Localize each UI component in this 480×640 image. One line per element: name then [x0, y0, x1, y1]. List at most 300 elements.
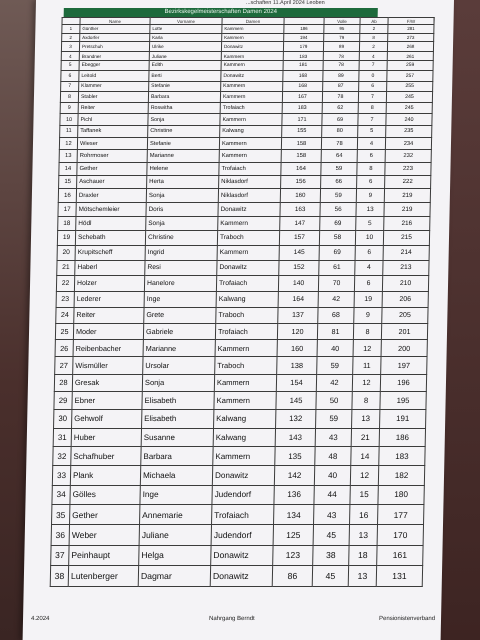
club-cell: Kammern [221, 51, 283, 61]
table-row [56, 275, 428, 291]
rank-cell: 8 [60, 92, 78, 103]
fw-cell: 19 [354, 291, 382, 307]
rank-cell: 4 [61, 51, 79, 61]
firstname-cell: Marianne [147, 150, 219, 163]
firstname-cell: Grete [144, 307, 216, 323]
table-row [55, 340, 427, 357]
surname-cell: Weber [69, 525, 139, 545]
surname-cell: Leitold [79, 71, 149, 81]
fw-cell: 2 [360, 25, 388, 34]
club-cell: Donawitz [211, 545, 273, 566]
volle-cell: 154 [276, 374, 316, 392]
table-row [61, 61, 433, 71]
ab-cell: 81 [317, 323, 353, 340]
rank-cell: 27 [55, 357, 73, 374]
rank-cell: 33 [52, 466, 70, 485]
firstname-cell: Herta [147, 175, 219, 188]
surname-cell: Schebath [75, 231, 145, 246]
ab-cell: 69 [320, 216, 356, 230]
ab-cell: 56 [320, 202, 356, 216]
fw-cell: 6 [357, 175, 385, 188]
table-row [59, 162, 431, 175]
firstname-cell: Hanelore [144, 275, 216, 291]
fw-cell: 6 [354, 275, 382, 291]
total-cell: 195 [380, 392, 426, 410]
surname-cell: Ebner [72, 392, 142, 410]
total-cell: 261 [387, 51, 433, 61]
table-row [60, 92, 432, 103]
firstname-cell: Dagmar [138, 566, 210, 587]
surname-cell: Gresak [72, 374, 142, 392]
title-band: Bezirkskegelmeisterschaften Damen 2024 [64, 8, 378, 17]
volle-cell: 164 [278, 291, 318, 307]
firstname-cell: Sonja [142, 374, 214, 392]
ab-cell: 42 [316, 374, 352, 392]
firstname-cell: Sonja [146, 189, 218, 203]
rank-cell: 10 [60, 114, 78, 126]
firstname-cell: Roswitha [148, 103, 220, 114]
surname-cell: Hödl [76, 216, 146, 230]
club-cell: Kammern [219, 137, 281, 149]
total-cell: 234 [385, 137, 431, 149]
surname-cell: Ebegger [79, 61, 149, 71]
firstname-cell: Susanne [141, 428, 213, 447]
club-cell: Donawitz [212, 466, 274, 485]
volle-cell: 138 [277, 357, 317, 374]
ab-cell: 87 [323, 81, 359, 92]
volle-cell: 183 [283, 51, 323, 61]
total-cell: 201 [381, 323, 427, 340]
fw-cell: 4 [359, 51, 387, 61]
volle-cell: 160 [280, 189, 320, 203]
rank-cell: 1 [62, 25, 80, 34]
results-table [50, 17, 435, 587]
total-cell: 235 [386, 125, 432, 137]
fw-cell: 21 [351, 428, 379, 447]
header-line: ...schaften 11.April 2024 Leoben [245, 0, 325, 6]
surname-cell: Draxler [76, 189, 146, 203]
table-row [62, 33, 434, 42]
fw-cell: 10 [355, 231, 383, 246]
total-cell: 213 [383, 260, 429, 275]
rank-cell: 28 [54, 374, 72, 392]
ab-cell: 78 [321, 137, 357, 149]
total-cell: 205 [382, 307, 428, 323]
rank-cell: 11 [60, 125, 78, 137]
total-cell: 197 [381, 357, 427, 374]
club-cell: Kammern [215, 340, 277, 357]
club-cell: Kalwang [214, 410, 276, 428]
table-row [59, 137, 431, 149]
column-header [284, 18, 324, 25]
ab-cell: 80 [322, 125, 358, 137]
rank-cell: 14 [59, 162, 77, 175]
table-row [52, 485, 424, 505]
firstname-cell: Elisabeth [142, 392, 214, 410]
ab-cell: 45 [313, 525, 349, 545]
total-cell: 240 [386, 114, 432, 126]
firstname-cell: Berti [149, 71, 221, 81]
total-cell: 191 [380, 410, 426, 428]
ab-cell: 78 [323, 61, 359, 71]
fw-cell: 7 [358, 92, 386, 103]
rank-cell: 21 [57, 260, 75, 275]
table-row [58, 216, 430, 230]
total-cell: 215 [383, 231, 429, 246]
column-header: Damen [222, 18, 284, 25]
firstname-cell: Lotte [150, 25, 222, 34]
rank-cell: 15 [59, 175, 77, 188]
table-row [50, 566, 422, 587]
volle-cell: 140 [278, 275, 318, 291]
ab-cell: 69 [319, 245, 355, 260]
table-row [51, 525, 423, 545]
surname-cell: Brandner [79, 51, 149, 61]
club-cell: Donawitz [221, 42, 283, 51]
total-cell: 245 [386, 103, 432, 114]
club-cell: Kalwang [220, 125, 282, 137]
total-cell: 222 [385, 175, 431, 188]
ab-cell: 68 [318, 307, 354, 323]
firstname-cell: Resi [145, 260, 217, 275]
surname-cell: Günther [80, 25, 150, 34]
club-cell: Donawitz [217, 260, 279, 275]
table-row [61, 71, 433, 81]
firstname-cell: Doris [146, 202, 218, 216]
fw-cell: 13 [352, 410, 380, 428]
ab-cell: 48 [315, 447, 351, 466]
ab-cell: 42 [318, 291, 354, 307]
ab-cell: 40 [317, 340, 353, 357]
total-cell: 219 [384, 202, 430, 216]
firstname-cell: Sonja [148, 114, 220, 126]
ab-cell: 43 [315, 428, 351, 447]
total-cell: 206 [382, 291, 428, 307]
club-cell: Kammern [219, 150, 281, 163]
volle-cell: 132 [276, 410, 316, 428]
ab-cell: 95 [324, 25, 360, 34]
rank-cell: 20 [57, 245, 75, 260]
firstname-cell: Karla [150, 33, 222, 42]
fw-cell: 5 [356, 216, 384, 230]
fw-cell: 12 [350, 466, 378, 485]
volle-cell: 120 [277, 323, 317, 340]
rank-cell: 35 [52, 505, 70, 525]
total-cell: 180 [378, 485, 424, 505]
firstname-cell: Barbara [141, 447, 213, 466]
ab-cell: 44 [314, 485, 350, 505]
volle-cell: 137 [278, 307, 318, 323]
surname-cell: Wieser [77, 137, 147, 149]
total-cell: 273 [388, 33, 434, 42]
rank-cell: 17 [58, 202, 76, 216]
firstname-cell: Stefanie [149, 81, 221, 92]
volle-cell: 163 [280, 202, 320, 216]
table-row [57, 245, 429, 260]
total-cell: 182 [378, 466, 424, 485]
total-cell: 245 [386, 92, 432, 103]
total-cell: 183 [379, 447, 425, 466]
surname-cell: Klammer [79, 81, 149, 92]
club-cell: Trofaiach [212, 505, 274, 525]
volle-cell: 123 [273, 545, 313, 566]
rank-cell: 3 [61, 42, 79, 51]
ab-cell: 64 [321, 150, 357, 163]
table-row [58, 202, 430, 216]
rank-cell: 13 [59, 150, 77, 163]
ab-cell: 59 [317, 357, 353, 374]
fw-cell: 5 [358, 125, 386, 137]
fw-cell: 13 [349, 525, 377, 545]
club-cell: Traboch [217, 231, 279, 246]
firstname-cell: Inge [140, 485, 212, 505]
table-row [55, 357, 427, 374]
total-cell: 196 [380, 374, 426, 392]
fw-cell: 16 [350, 505, 378, 525]
table-row [61, 51, 433, 61]
table-row [62, 25, 434, 34]
ab-cell: 40 [314, 466, 350, 485]
table-row [58, 189, 430, 203]
table-row [61, 42, 433, 51]
club-cell: Kalwang [216, 291, 278, 307]
surname-cell: Wismüller [73, 357, 143, 374]
total-cell: 210 [382, 275, 428, 291]
table-row [53, 428, 425, 447]
footer-date: 4.2024 [30, 616, 50, 622]
fw-cell: 12 [353, 340, 381, 357]
ab-cell: 62 [322, 103, 358, 114]
club-cell: Traboch [215, 357, 277, 374]
ab-cell: 59 [320, 189, 356, 203]
rank-cell: 24 [56, 307, 74, 323]
firstname-cell: Marianne [143, 340, 215, 357]
surname-cell: Pretschuh [79, 42, 149, 51]
table-row [56, 307, 428, 323]
club-cell: Kammern [221, 81, 283, 92]
footer-author: Nahrgang Berndt [208, 616, 255, 622]
table-row [55, 323, 427, 340]
ab-cell: 70 [318, 275, 354, 291]
table-row [59, 150, 431, 163]
club-cell: Kammern [213, 447, 275, 466]
club-cell: Kammern [220, 114, 282, 126]
fw-cell: 13 [356, 202, 384, 216]
table-row [61, 81, 433, 92]
total-cell: 161 [377, 545, 423, 566]
firstname-cell: Ursolar [143, 357, 215, 374]
club-cell: Trofaiach [220, 103, 282, 114]
table-row [52, 466, 424, 485]
firstname-cell: Juliane [139, 525, 211, 545]
club-cell: Traboch [216, 307, 278, 323]
column-header: Ab [360, 18, 388, 25]
fw-cell: 8 [358, 103, 386, 114]
fw-cell: 8 [360, 33, 388, 42]
surname-cell: Gehwolf [72, 410, 142, 428]
fw-cell: 11 [353, 357, 381, 374]
club-cell: Niklasdorf [218, 189, 280, 203]
fw-cell: 9 [356, 189, 384, 203]
rank-cell: 12 [59, 137, 77, 149]
rank-cell: 36 [51, 525, 69, 545]
club-cell: Kammern [220, 92, 282, 103]
ab-cell: 89 [323, 71, 359, 81]
surname-cell: Moder [73, 323, 143, 340]
volle-cell: 155 [282, 125, 322, 137]
firstname-cell: Ingrid [145, 245, 217, 260]
total-cell: 268 [387, 42, 433, 51]
rank-cell: 22 [56, 275, 74, 291]
surname-cell: Huber [71, 428, 141, 447]
surname-cell: Peinhaupt [69, 545, 139, 566]
total-cell: 259 [387, 61, 433, 71]
club-cell: Kammern [214, 392, 276, 410]
rank-cell: 30 [54, 410, 72, 428]
volle-cell: 147 [280, 216, 320, 230]
firstname-cell: Helene [147, 162, 219, 175]
volle-cell: 167 [282, 92, 322, 103]
table-row [51, 545, 423, 566]
ab-cell: 38 [313, 545, 349, 566]
fw-cell: 7 [359, 61, 387, 71]
table-row [56, 291, 428, 307]
rank-cell: 37 [51, 545, 69, 566]
firstname-cell: Edith [149, 61, 221, 71]
surname-cell: Krupitscheff [75, 245, 145, 260]
total-cell: 232 [385, 150, 431, 163]
surname-cell: Stabler [78, 92, 148, 103]
fw-cell: 8 [353, 323, 381, 340]
fw-cell: 4 [357, 137, 385, 149]
table-row [60, 125, 432, 137]
volle-cell: 168 [283, 71, 323, 81]
ab-cell: 78 [323, 51, 359, 61]
firstname-cell: Annemarie [140, 505, 212, 525]
firstname-cell: Gabriele [143, 323, 215, 340]
volle-cell: 186 [284, 25, 324, 34]
club-cell: Kammern [217, 245, 279, 260]
column-header: Name [80, 18, 150, 25]
ab-cell: 69 [322, 114, 358, 126]
fw-cell: 8 [352, 392, 380, 410]
ab-cell: 50 [316, 392, 352, 410]
total-cell: 186 [379, 428, 425, 447]
firstname-cell: Christine [145, 231, 217, 246]
rank-cell: 18 [58, 216, 76, 230]
fw-cell: 8 [357, 162, 385, 175]
volle-cell: 142 [274, 466, 314, 485]
table-row [57, 260, 429, 275]
table-row [52, 505, 424, 525]
surname-cell: Reibenbacher [73, 340, 143, 357]
total-cell: 223 [385, 162, 431, 175]
ab-cell: 43 [314, 505, 350, 525]
ab-cell: 58 [319, 231, 355, 246]
surname-cell: Pichl [78, 114, 148, 126]
fw-cell: 2 [359, 42, 387, 51]
volle-cell: 164 [281, 162, 321, 175]
rank-cell: 2 [62, 33, 80, 42]
rank-cell: 32 [53, 447, 71, 466]
total-cell: 255 [387, 81, 433, 92]
table-row [54, 392, 426, 410]
rank-cell: 9 [60, 103, 78, 114]
surname-cell: Mötschemleier [76, 202, 146, 216]
total-cell: 257 [387, 71, 433, 81]
volle-cell: 179 [283, 42, 323, 51]
surname-cell: Lederer [74, 291, 144, 307]
firstname-cell: Ulrike [149, 42, 221, 51]
club-cell: Kammern [222, 33, 284, 42]
rank-cell: 16 [58, 189, 76, 203]
ab-cell: 59 [316, 410, 352, 428]
fw-cell: 7 [358, 114, 386, 126]
club-cell: Kammern [218, 216, 280, 230]
fw-cell: 4 [355, 260, 383, 275]
rank-cell: 25 [55, 323, 73, 340]
club-cell: Kalwang [213, 428, 275, 447]
volle-cell: 136 [274, 485, 314, 505]
firstname-cell: Christine [148, 125, 220, 137]
firstname-cell: Barbara [148, 92, 220, 103]
ab-cell: 79 [324, 33, 360, 42]
fw-cell: 13 [348, 566, 376, 587]
volle-cell: 156 [281, 175, 321, 188]
surname-cell: Reiter [74, 307, 144, 323]
surname-cell: Lutenberger [68, 566, 138, 587]
volle-cell: 160 [277, 340, 317, 357]
surname-cell: Plank [70, 466, 140, 485]
total-cell: 170 [377, 525, 423, 545]
fw-cell: 14 [351, 447, 379, 466]
surname-cell: Axdorfer [80, 33, 150, 42]
rank-cell: 34 [52, 485, 70, 505]
firstname-cell: Elisabeth [142, 410, 214, 428]
volle-cell: 171 [282, 114, 322, 126]
club-cell: Donawitz [221, 71, 283, 81]
club-cell: Judendorf [211, 525, 273, 545]
table-row [60, 114, 432, 126]
volle-cell: 194 [284, 33, 324, 42]
surname-cell: Rohrmoser [77, 150, 147, 163]
ab-cell: 89 [323, 42, 359, 51]
firstname-cell: Michaela [140, 466, 212, 485]
rank-cell: 7 [61, 81, 79, 92]
column-header: Volle [324, 18, 360, 25]
volle-cell: 168 [283, 81, 323, 92]
club-cell: Donawitz [210, 566, 272, 587]
table-row [53, 447, 425, 466]
surname-cell: Holzer [74, 275, 144, 291]
fw-cell: 6 [355, 245, 383, 260]
volle-cell: 158 [281, 137, 321, 149]
surname-cell: Schafhuber [71, 447, 141, 466]
ab-cell: 45 [312, 566, 348, 587]
rank-cell: 31 [53, 428, 71, 447]
firstname-cell: Stefanie [147, 137, 219, 149]
ab-cell: 59 [321, 162, 357, 175]
club-cell: Trofaiach [216, 275, 278, 291]
total-cell: 281 [388, 25, 434, 34]
club-cell: Trofaiach [219, 162, 281, 175]
club-cell: Kammern [214, 374, 276, 392]
rank-cell: 29 [54, 392, 72, 410]
rank-cell: 38 [50, 566, 68, 587]
volle-cell: 86 [272, 566, 312, 587]
surname-cell: Reiter [78, 103, 148, 114]
surname-cell: Gether [70, 505, 140, 525]
